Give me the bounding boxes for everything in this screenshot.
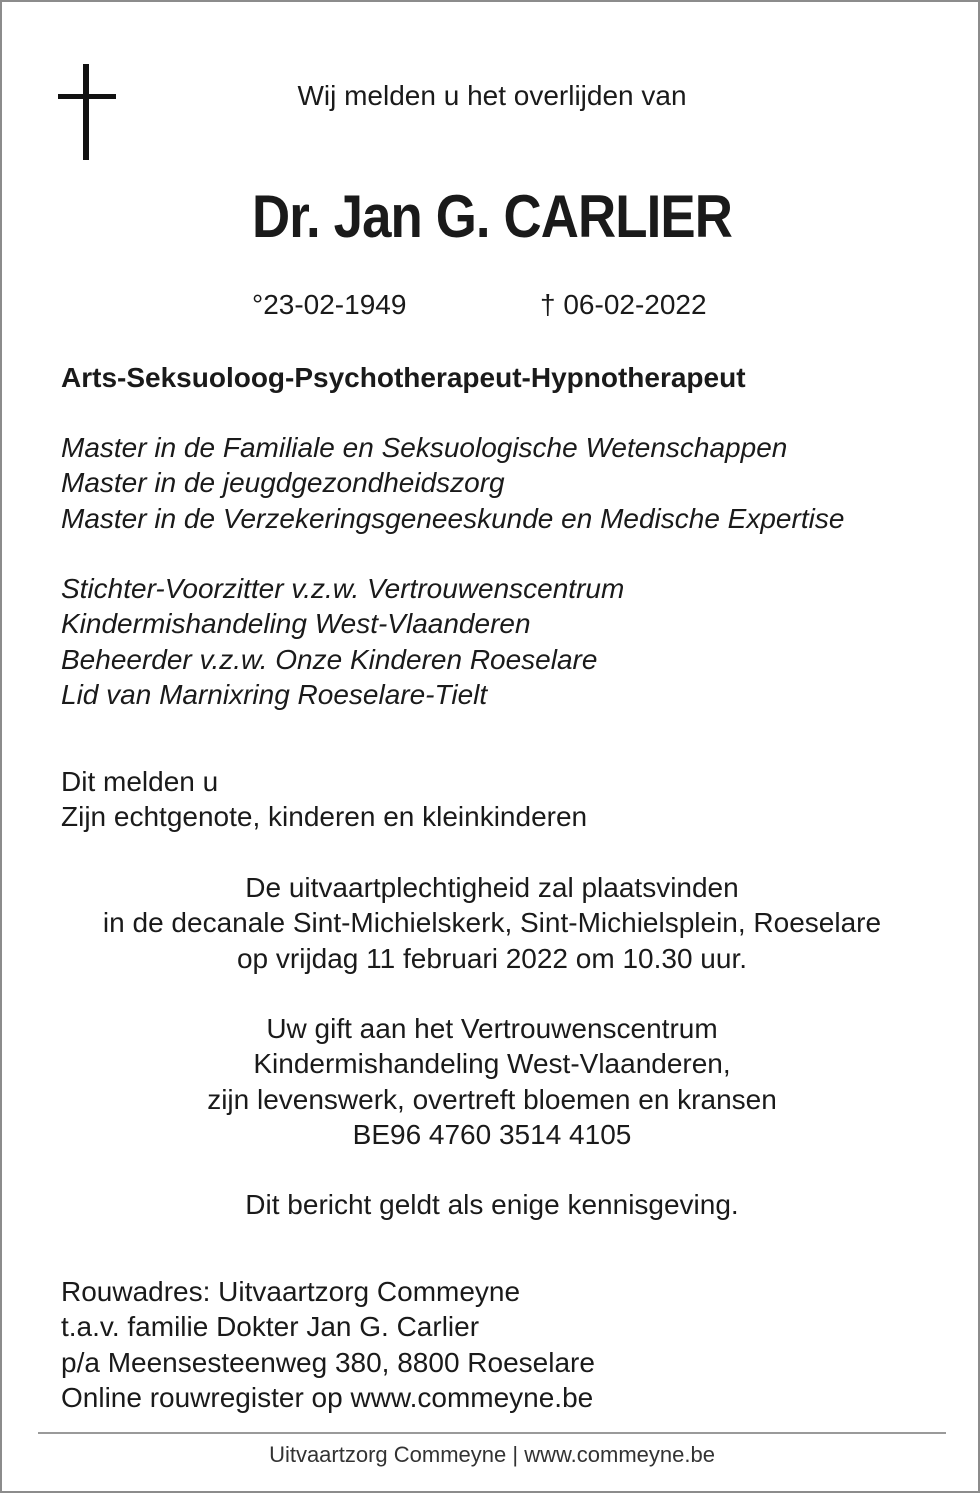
masters-list	[61, 430, 844, 536]
birth-date: °23-02-1949	[252, 289, 407, 320]
profession: Arts-Seksuoloog-Psychotherapeut-Hypnotherapeut	[61, 362, 746, 393]
role-item: Beheerder v.z.w. Onze Kinderen Roeselare	[61, 643, 598, 675]
funeral-details	[2, 870, 980, 976]
roles-list	[61, 571, 624, 712]
address-line: t.a.v. familie Dokter Jan G. Carlier	[61, 1311, 480, 1343]
family-announcement	[61, 764, 587, 835]
master-item: Master in de Familiale en Seksuologische Wetenschappen	[61, 432, 788, 463]
address-line: p/a Meensesteenweg 380, 8800 Roeselare	[61, 1346, 595, 1378]
gift-details	[2, 1011, 980, 1152]
gift-line: zijn levenswerk, overtreft bloemen en kransen	[207, 1083, 777, 1115]
master-item: Master in de Verzekeringsgeneeskunde en Medische Expertise	[61, 502, 845, 534]
cross-icon	[58, 64, 118, 162]
master-item: Master in de jeugdgezondheidszorg	[61, 467, 505, 499]
funeral-line: op vrijdag 11 februari 2022 om 10.30 uur.	[236, 942, 748, 974]
role-item: Lid van Marnixring Roeselare-Tielt	[61, 678, 488, 710]
notice-text: Dit bericht geldt als enige kennisgeving.	[245, 1189, 739, 1220]
family-line: Dit melden u	[61, 766, 219, 797]
mourning-address	[61, 1274, 595, 1415]
footer-divider	[38, 1432, 946, 1434]
death-date: † 06-02-2022	[540, 289, 707, 320]
bank-account: BE96 4760 3514 4105	[352, 1118, 632, 1150]
gift-line: Kindermishandeling West-Vlaanderen,	[253, 1048, 731, 1080]
online-register-link[interactable]: Online rouwregister op www.commeyne.be	[61, 1381, 594, 1413]
deceased-name: Dr. Jan G. CARLIER	[252, 183, 732, 250]
funeral-line: De uitvaartplechtigheid zal plaatsvinden	[245, 872, 739, 903]
funeral-line: in de decanale Sint-Michielskerk, Sint-Michielsplein, Roeselare	[102, 907, 882, 939]
role-item: Kindermishandeling West-Vlaanderen	[61, 608, 531, 640]
family-line: Zijn echtgenote, kinderen en kleinkinderen	[61, 801, 588, 833]
intro-text: Wij melden u het overlijden van	[297, 80, 687, 111]
address-line: Rouwadres: Uitvaartzorg Commeyne	[61, 1276, 521, 1307]
gift-line: Uw gift aan het Vertrouwenscentrum	[266, 1013, 718, 1044]
footer-text: Uitvaartzorg Commeyne | www.commeyne.be	[269, 1442, 715, 1467]
role-item: Stichter-Voorzitter v.z.w. Vertrouwenscentrum	[61, 573, 625, 604]
